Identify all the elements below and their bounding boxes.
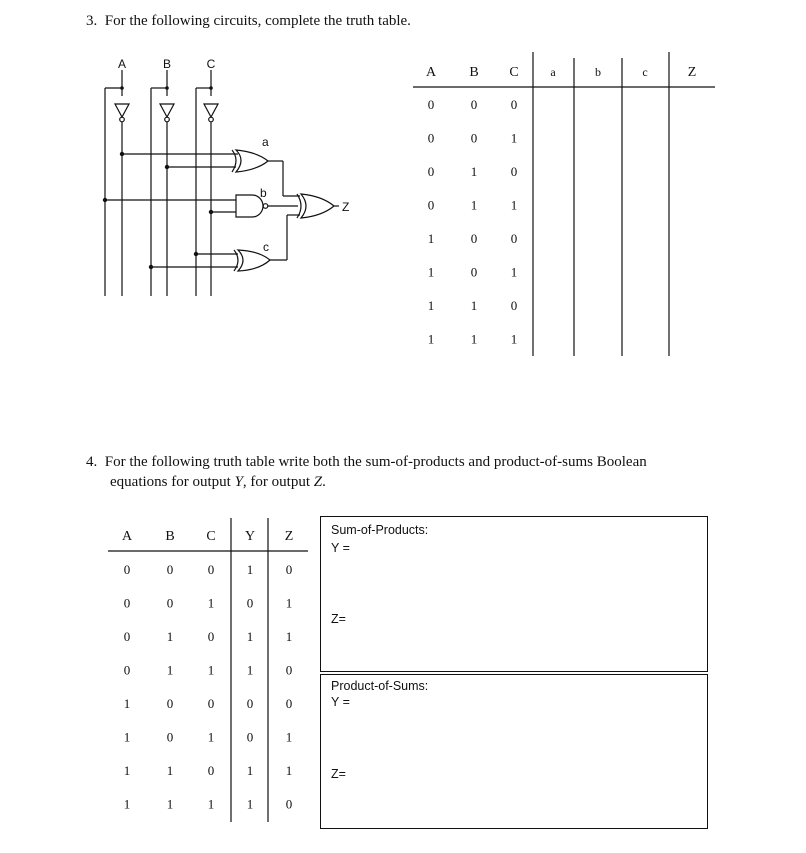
- q3-cell: 1: [510, 331, 518, 347]
- q4-cell: 1: [246, 662, 254, 678]
- q3-cell: 0: [427, 164, 435, 179]
- q4-cell: 0: [123, 595, 131, 611]
- q3-cell: 0: [470, 264, 478, 280]
- q3-cell: 0: [510, 164, 518, 179]
- q4-cell: 1: [285, 729, 293, 745]
- q3-cell: 0: [427, 130, 435, 146]
- q3-cell: 0: [510, 298, 518, 313]
- question-3-text: For the following circuits, complete the truth table.: [104, 13, 411, 29]
- question-4-end: .: [322, 474, 326, 490]
- q4-cell: 1: [166, 629, 174, 644]
- q3-header-b: b: [595, 65, 601, 79]
- q3-header-b: B: [469, 65, 479, 80]
- q4-cell: 0: [166, 562, 174, 577]
- q4-header-c: C: [206, 529, 216, 544]
- q3-header-z: Z: [687, 65, 697, 80]
- q4-cell: 1: [166, 763, 174, 778]
- q4-cell: 0: [207, 562, 215, 577]
- q4-cell: 1: [246, 796, 254, 812]
- sop-y-label: Y =: [331, 541, 350, 555]
- q4-cell: 0: [123, 629, 131, 644]
- q3-cell: 0: [427, 197, 435, 213]
- q3-cell: 1: [427, 264, 435, 280]
- q3-cell: 1: [427, 298, 435, 313]
- q3-cell: 0: [470, 231, 478, 246]
- gate-label-b: b: [260, 186, 267, 200]
- input-label-a: A: [117, 57, 127, 71]
- q4-cell: 0: [246, 595, 254, 611]
- question-4-line2-prefix: equations for output: [110, 474, 235, 490]
- q4-cell: 0: [246, 696, 254, 711]
- question-4-y: Y: [234, 474, 243, 490]
- question-3-number: 3.: [86, 13, 98, 29]
- q4-cell: 0: [285, 696, 293, 711]
- question-4-line1: For the following truth table write both the sum-of-products and product-of-sums Boolean: [104, 454, 647, 470]
- q4-header-a: A: [121, 529, 133, 544]
- q3-cell: 1: [470, 197, 478, 213]
- pos-y-label: Y =: [331, 695, 350, 709]
- q4-header-y: Y: [244, 529, 256, 544]
- output-label-z: Z: [342, 200, 350, 214]
- q3-cell: 1: [470, 164, 478, 179]
- q3-cell: 1: [470, 298, 478, 313]
- q4-header-b: B: [165, 529, 175, 544]
- q4-cell: 0: [285, 796, 293, 812]
- sop-title: Sum-of-Products:: [331, 523, 429, 537]
- q3-header-c: C: [509, 65, 519, 80]
- q4-cell: 0: [123, 562, 131, 577]
- q3-cell: 1: [510, 130, 518, 146]
- q3-cell: 1: [427, 331, 435, 347]
- question-4-mid: , for output: [242, 474, 314, 490]
- q4-cell: 1: [123, 729, 131, 745]
- q3-header-c: c: [642, 65, 648, 79]
- q4-cell: 1: [285, 595, 293, 611]
- q4-cell: 1: [166, 796, 174, 812]
- q3-cell: 0: [427, 97, 435, 112]
- q4-header-z: Z: [284, 529, 294, 544]
- q3-cell: 0: [470, 130, 478, 146]
- q4-cell: 1: [166, 662, 174, 678]
- q4-cell: 1: [207, 796, 215, 812]
- q4-cell: 0: [246, 729, 254, 745]
- q4-cell: 0: [166, 729, 174, 745]
- gate-label-a: a: [262, 135, 269, 149]
- q3-cell: 0: [510, 97, 518, 112]
- q3-header-a: A: [425, 65, 437, 80]
- q4-cell: 1: [285, 763, 293, 778]
- sop-box[interactable]: [320, 516, 708, 672]
- q4-cell: 1: [246, 763, 254, 778]
- q4-cell: 1: [207, 595, 215, 611]
- input-label-b: B: [162, 57, 172, 71]
- q4-cell: 0: [207, 763, 215, 778]
- input-label-c: C: [206, 57, 216, 71]
- q3-header-a: a: [550, 65, 556, 79]
- q4-cell: 1: [123, 796, 131, 812]
- q4-cell: 1: [246, 562, 254, 577]
- q4-cell: 0: [166, 696, 174, 711]
- q4-cell: 1: [207, 662, 215, 678]
- q4-cell: 1: [246, 629, 254, 644]
- q4-cell: 1: [207, 729, 215, 745]
- question-4-z: Z: [313, 474, 323, 490]
- q4-cell: 0: [285, 562, 293, 577]
- q4-cell: 1: [123, 763, 131, 778]
- q3-cell: 1: [510, 197, 518, 213]
- q4-cell: 0: [207, 696, 215, 711]
- q3-cell: 0: [470, 97, 478, 112]
- q3-cell: 1: [470, 331, 478, 347]
- q4-cell: 0: [285, 662, 293, 678]
- pos-box[interactable]: [320, 674, 708, 829]
- q4-cell: 0: [207, 629, 215, 644]
- q4-cell: 0: [166, 595, 174, 611]
- gate-label-c: c: [263, 240, 269, 254]
- q3-cell: 0: [510, 231, 518, 246]
- q3-cell: 1: [427, 231, 435, 246]
- pos-z-label: Z=: [331, 767, 346, 781]
- q4-cell: 1: [285, 629, 293, 644]
- question-4-number: 4.: [86, 454, 98, 470]
- sop-z-label: Z=: [331, 612, 346, 626]
- q4-cell: 0: [123, 662, 131, 678]
- q3-cell: 1: [510, 264, 518, 280]
- q4-cell: 1: [123, 696, 131, 711]
- pos-title: Product-of-Sums:: [331, 679, 429, 693]
